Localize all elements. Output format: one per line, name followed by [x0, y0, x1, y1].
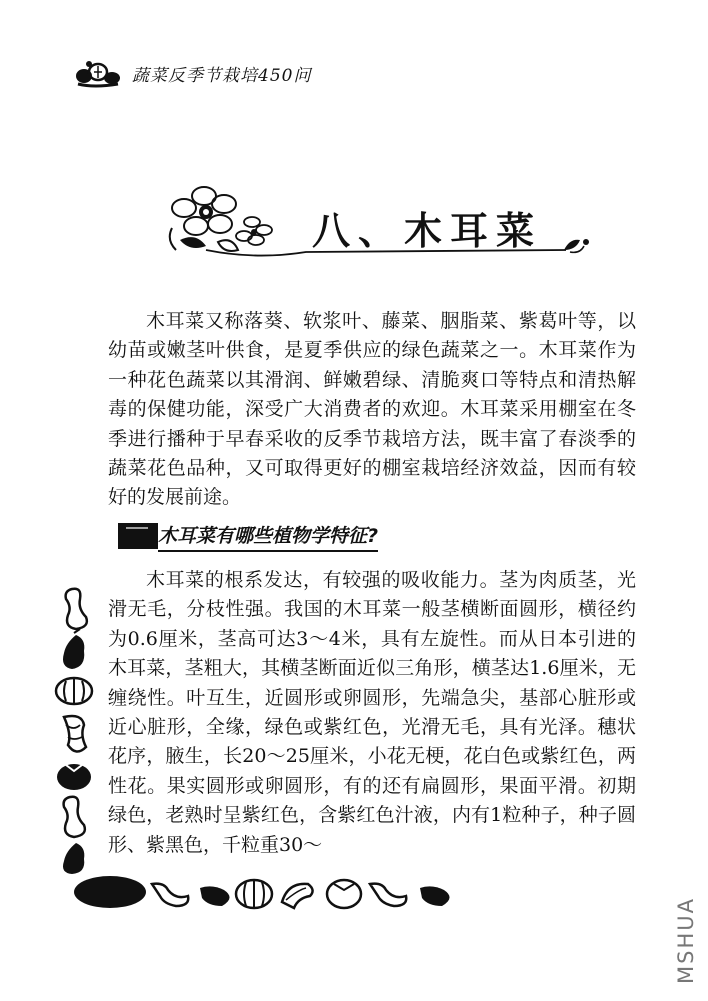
running-header	[74, 56, 311, 90]
dark-oval-icon	[74, 876, 146, 908]
tomato-icon	[57, 764, 91, 790]
section-paragraph: 木耳菜的根系发达，有较强的吸收能力。茎为肉质茎，光滑无毛，分枝性强。我国的木耳菜一般茎横断面圆形，横径约为0.6厘米，茎高可达3～4米，具有左旋性。而从日本引进的木耳菜，茎粗大，其横茎断面近似三角形，横茎达1.6厘米，无缠绕性。叶互生，近圆形或卵圆形，先端急尖，基部心脏形或近心脏形，全缘，绿色或紫红色，光滑无毛，具有光泽。穗状花序，腋生，长20～25厘米，小花无梗，花白色或紫红色，两性花。果实圆形或卵圆形，有的还有扁圆形，果面平滑。初期绿色，老熟时呈紫红色，含紫红色汁液，内有1粒种子，种子圆形、紫黑色，千粒重30～	[108, 569, 636, 856]
section-marker-icon	[118, 523, 158, 549]
pumpkin-icon	[56, 678, 92, 704]
section-heading	[118, 520, 378, 552]
tomato-icon-2	[327, 880, 361, 908]
pepper-icon-2	[282, 884, 313, 908]
vegetable-row-icons	[72, 872, 472, 912]
gourd-icon	[66, 589, 87, 629]
gourd-icon-2	[64, 797, 85, 837]
vegetable-cluster-icon	[74, 58, 122, 88]
watermark	[670, 880, 700, 990]
gourd-icon-4	[370, 884, 406, 906]
watermark-text: MSHUA	[674, 897, 698, 984]
pepper-icon	[64, 716, 86, 752]
pumpkin-icon-2	[236, 880, 272, 908]
eggplant-icon-3	[200, 886, 230, 906]
vegetable-column-icons	[52, 585, 98, 875]
chapter-title: 八、木耳菜	[312, 209, 543, 253]
chapter-title-block	[166, 180, 596, 270]
gourd-icon-3	[152, 884, 188, 906]
eggplant-icon	[63, 635, 84, 669]
eggplant-icon-4	[420, 886, 450, 906]
section-heading-text: 木耳菜有哪些植物学特征?	[158, 521, 378, 552]
intro-paragraph: 木耳菜又称落葵、软浆叶、藤菜、胭脂菜、紫葛叶等，以幼苗或嫩茎叶供食，是夏季供应的绿色蔬菜之一。木耳菜作为一种花色蔬菜以其滑润、鲜嫩碧绿、清脆爽口等特点和清热解毒的保健功能，深受广大消费者的欢迎。木耳菜采用棚室在冬季进行播种于早春采收的反季节栽培方法，既丰富了春淡季的蔬菜花色品种，又可取得更好的棚室栽培经济效益，因而有较好的发展前途。	[108, 310, 636, 509]
eggplant-icon-2	[63, 843, 84, 874]
running-title: 蔬菜反季节栽培450问	[132, 65, 312, 86]
